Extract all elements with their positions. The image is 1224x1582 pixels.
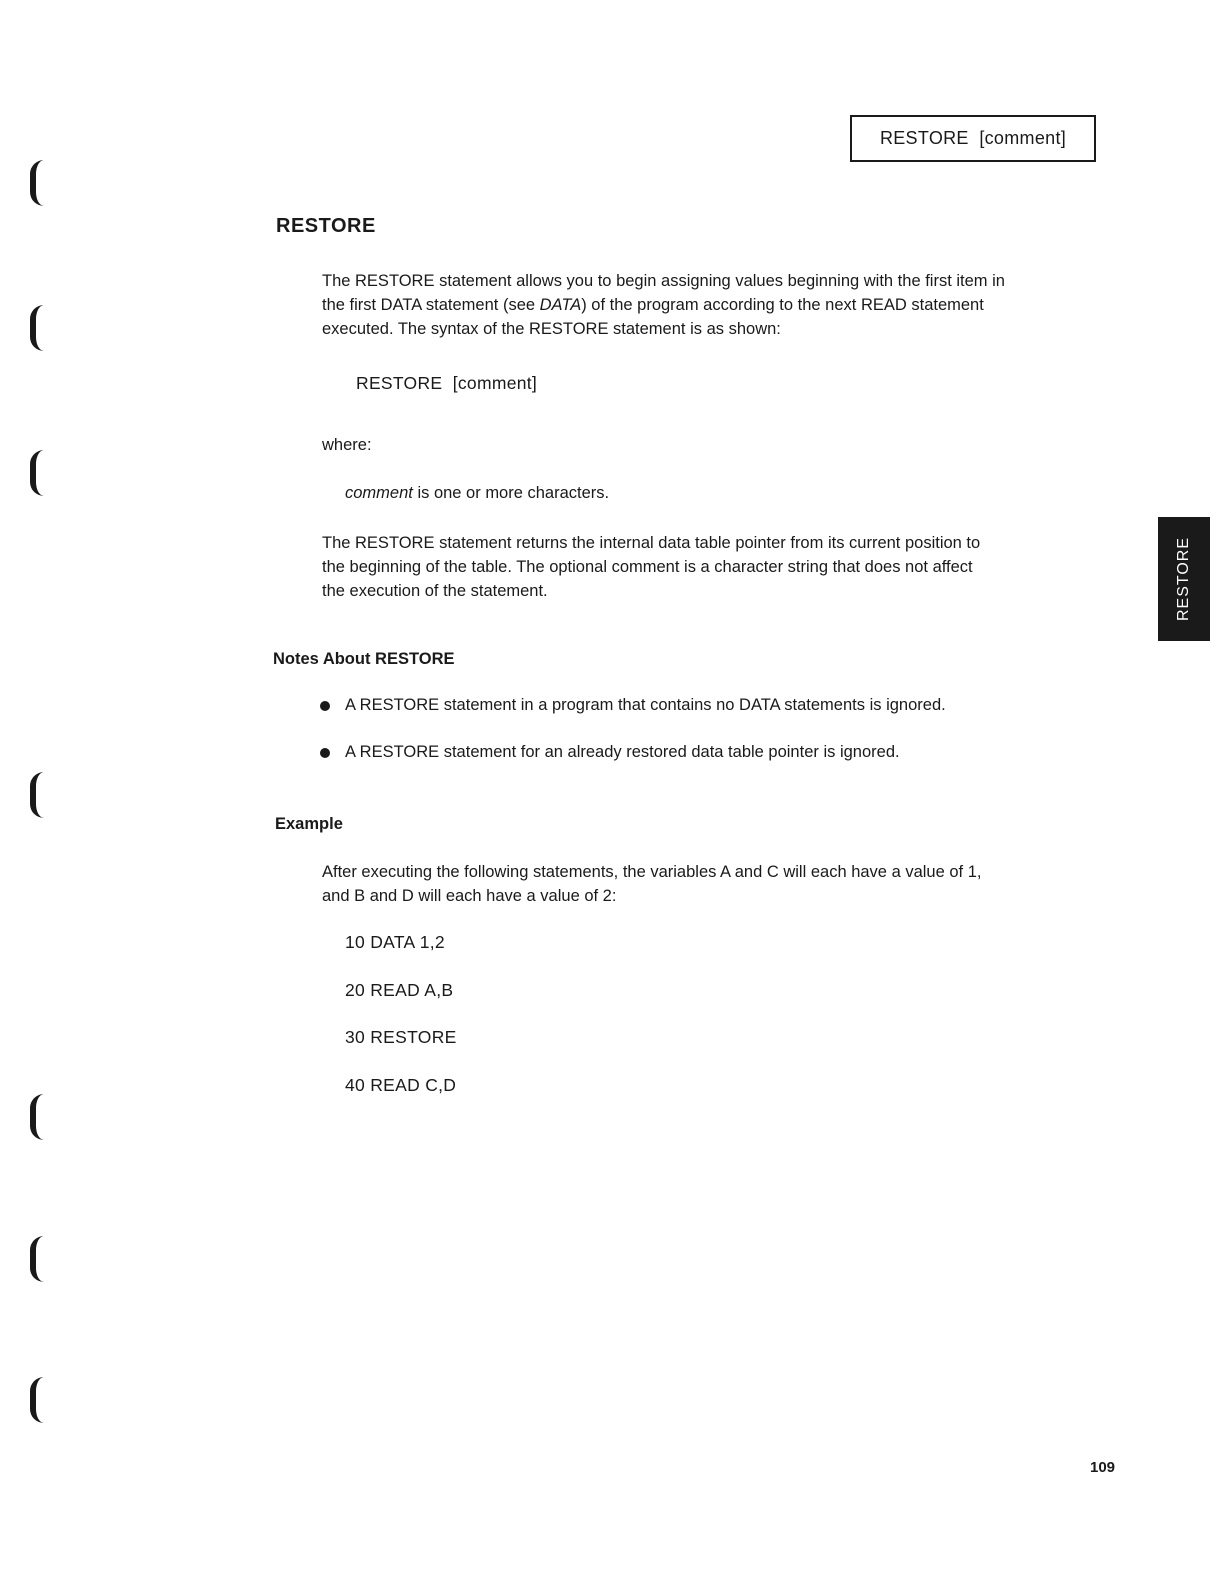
example-heading: Example [275, 815, 343, 833]
notes-heading: Notes About RESTORE [273, 650, 455, 668]
list-item [320, 696, 946, 715]
intro-paragraph [322, 269, 1022, 341]
code-line: 20 READ A,B [345, 980, 454, 1000]
binder-hole-icon [30, 160, 44, 206]
code-line: 10 DATA 1,2 [345, 932, 445, 952]
binder-hole-marks [22, 0, 62, 1582]
where-label: where: [322, 436, 372, 454]
parameter-description: is one or more characters. [412, 484, 610, 502]
syntax-line: RESTORE [comment] [356, 373, 538, 393]
binder-hole-icon [30, 1377, 44, 1423]
parameter-name: comment [345, 484, 413, 502]
bullet-icon [320, 701, 330, 711]
binder-hole-icon [30, 1094, 44, 1140]
section-title: RESTORE [276, 215, 376, 237]
note-text: A RESTORE statement for an already restored data table pointer is ignored. [345, 743, 900, 761]
side-tab-label: RESTORE [1175, 536, 1192, 622]
code-line: 40 READ C,D [345, 1075, 457, 1095]
side-tab [1158, 517, 1210, 641]
parameter-definition [345, 484, 609, 503]
page-number: 109 [1090, 1459, 1116, 1476]
binder-hole-icon [30, 772, 44, 818]
intro-text-part2: ) of the program according to the next READ statement executed. The syntax of the RESTORE statement is as shown: [322, 296, 984, 338]
syntax-header-text: RESTORE [comment] [879, 128, 1067, 148]
code-line: 30 RESTORE [345, 1027, 457, 1047]
binder-hole-icon [30, 1236, 44, 1282]
list-item [320, 743, 900, 762]
intro-text-part1: The RESTORE statement allows you to begin assigning values beginning with the first item in the first DATA statement (see [322, 272, 1005, 314]
note-text: A RESTORE statement in a program that contains no DATA statements is ignored. [345, 696, 946, 714]
binder-hole-icon [30, 305, 44, 351]
example-intro: After executing the following statements, the variables A and C will each have a value of 1, and B and D will each have a value of 2: [322, 863, 982, 905]
data-reference: DATA [539, 296, 582, 314]
binder-hole-icon [30, 450, 44, 496]
syntax-header-box [850, 115, 1096, 162]
description-paragraph: The RESTORE statement returns the internal data table pointer from its current position to the beginning of the table. The optional comment is a character string that does not affect the execution of the statement. [322, 534, 981, 600]
bullet-icon [320, 748, 330, 758]
